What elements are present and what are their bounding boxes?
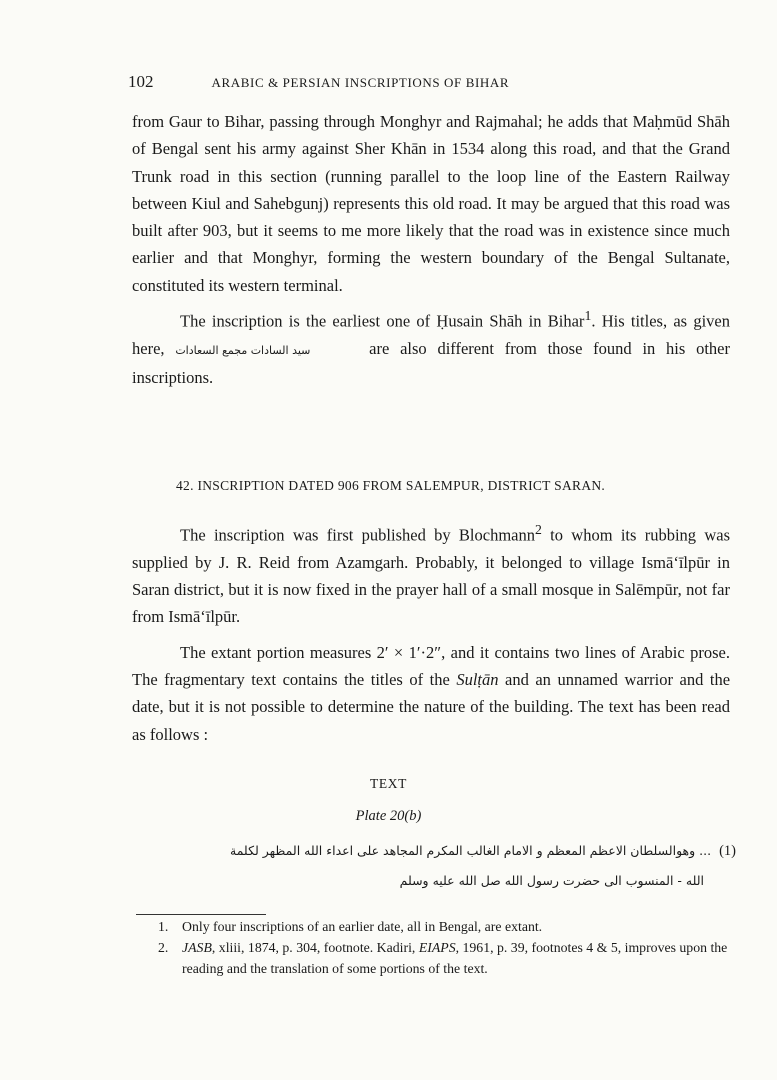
paragraph-4-text-b: and an unnamed warrior and the date, but it is not possible to determine the nature of the building. The text has been read as follows : bbox=[132, 669, 731, 744]
footnote-1 bbox=[158, 916, 742, 937]
footnote-2 bbox=[158, 937, 742, 979]
paragraph-4 bbox=[132, 639, 730, 748]
arabic-title-phrase: سيد السادات مجمع السعادات bbox=[175, 343, 311, 357]
footnote-2-part-a: , xliii, 1874, p. 304, footnote. Kadiri, bbox=[211, 940, 416, 955]
paragraph-2 bbox=[132, 302, 730, 391]
body-text-bottom bbox=[132, 516, 730, 748]
sultan-term: Sulṭān bbox=[456, 669, 499, 689]
footnotes bbox=[158, 916, 742, 979]
footnote-divider bbox=[136, 914, 266, 915]
arabic-line-2-text: الله - المنسوب الى حضرت رسول الله صل الله عليه وسلم bbox=[399, 873, 704, 888]
paragraph-3-text-a: The inscription was first published by Blochmann bbox=[180, 525, 535, 545]
eiaps-abbrev: EIAPS bbox=[418, 940, 456, 955]
page-number: 102 bbox=[128, 72, 154, 91]
arabic-text-block bbox=[148, 836, 736, 896]
footnote-2-text bbox=[182, 937, 742, 979]
body-text-top bbox=[132, 108, 730, 391]
page-header bbox=[128, 72, 728, 92]
text-label: TEXT bbox=[370, 776, 407, 791]
footnote-1-text: Only four inscriptions of an earlier date, all in Bengal, are extant. bbox=[182, 919, 543, 934]
footnote-1-number: 1. bbox=[158, 919, 169, 934]
paragraph-2-text-c: are also different from those found in his other inscriptions. bbox=[132, 338, 730, 388]
arabic-line-1-text: ... وهوالسلطان الاعظم المعظم و الامام الغالب المكرم المجاهد على اعداء الله المظهر لكلمة bbox=[230, 843, 712, 858]
paragraph-4-text-a: The extant portion measures 2′ × 1′·2″, and it contains two lines of Arabic prose. The fragmentary text contains the titles of the bbox=[132, 642, 730, 689]
running-title: ARABIC & PERSIAN INSCRIPTIONS OF BIHAR bbox=[211, 75, 510, 90]
section-heading: 42. INSCRIPTION DATED 906 FROM SALEMPUR, DISTRICT SARAN. bbox=[176, 478, 606, 493]
arabic-line-1 bbox=[148, 836, 736, 866]
arabic-line-2 bbox=[148, 866, 736, 896]
footnote-2-part-b: , 1961, p. 39, footnotes 4 & 5, improves upon the reading and the translation of some portions of the text. bbox=[182, 940, 728, 976]
paragraph-3-text-b: to whom its rubbing was supplied by J. R. Reid from Azamgarh. Probably, it belonged to village Ismā‘īlpūr in Saran district, but it is now fixed in the prayer hall of a small mosque in Salēmpūr, not far from Ismā‘īlpūr. bbox=[132, 525, 730, 627]
journal-name: JASB bbox=[182, 940, 212, 955]
footnote-2-number: 2. bbox=[158, 940, 169, 955]
paragraph-1: from Gaur to Bihar, passing through Monghyr and Rajmahal; he adds that Maḥmūd Shāh of Bengal sent his army against Sher Khān in 1534 along this road, and that the Grand Trunk road in this section (running parallel to the loop line of the Eastern Railway between Kiul and Sahebgunj) represents this old road. It may be argued that this road was built after 903, but it seems to me more likely that the road was in existence since much earlier and that Monghyr, forming the western boundary of the Bengal Sultanate, constituted its western terminal. bbox=[132, 112, 730, 295]
line-number-marker: (1) bbox=[719, 843, 736, 859]
footnote-ref-1: 1 bbox=[584, 308, 592, 324]
paragraph-3 bbox=[132, 516, 730, 631]
footnote-ref-2: 2 bbox=[534, 522, 542, 537]
paragraph-2-text-b: . His titles, as given here, bbox=[132, 311, 731, 358]
paragraph-2-text-a: The inscription is the earliest one of Ḥusain Shāh in Bihar bbox=[180, 311, 585, 331]
plate-label: Plate 20(b) bbox=[355, 808, 422, 824]
